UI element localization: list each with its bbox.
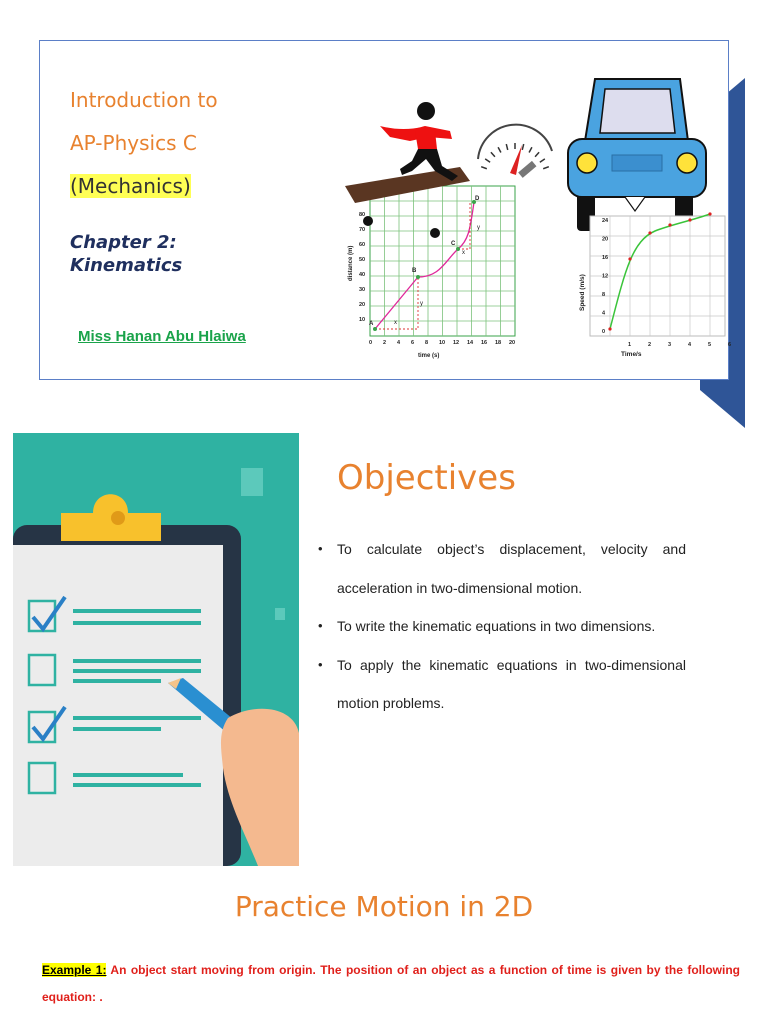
- checklist-illustration: [13, 433, 299, 866]
- distance-x-tick: 18: [495, 340, 502, 346]
- mechanics-highlight: (Mechanics): [70, 174, 191, 198]
- kinematics-illustration: [340, 71, 732, 371]
- distance-y-tick: 20: [359, 302, 366, 308]
- title-line-2: AP-Physics C: [70, 131, 197, 155]
- objective-item: • To write the kinematic equations in two dimensions.: [318, 607, 686, 646]
- distance-y-tick: 80: [359, 212, 366, 218]
- speed-time-graph: [579, 212, 731, 358]
- label-y-2: y: [477, 225, 480, 231]
- speed-y-tick: 0: [602, 329, 606, 335]
- speed-x-tick: 3: [668, 342, 672, 348]
- title-line-1: Introduction to: [70, 88, 218, 112]
- speed-x-tick: 1: [628, 342, 632, 348]
- speed-x-tick: 5: [708, 342, 712, 348]
- title-card: [39, 40, 732, 380]
- chapter-number: Chapter 2:: [70, 232, 177, 253]
- speed-xlabel: Time/s: [621, 351, 642, 358]
- label-x-1: x: [394, 320, 397, 326]
- distance-time-graph: [348, 186, 515, 359]
- distance-x-tick: 2: [383, 340, 387, 346]
- practice-title: Practice Motion in 2D: [234, 890, 534, 923]
- speed-y-tick: 20: [602, 236, 609, 243]
- distance-y-tick: 10: [359, 317, 366, 323]
- distance-x-tick: 8: [425, 340, 429, 346]
- objectives-title: Objectives: [337, 458, 516, 498]
- distance-y-tick: 70: [359, 227, 366, 233]
- distance-x-tick: 12: [453, 340, 460, 346]
- speed-y-tick: 4: [602, 310, 606, 317]
- distance-y-tick: 50: [359, 257, 366, 263]
- speed-x-tick: 2: [648, 342, 652, 348]
- label-x-2: x: [462, 250, 465, 256]
- distance-x-tick: 0: [369, 340, 373, 346]
- distance-x-tick: 20: [509, 340, 516, 346]
- example-1: [42, 957, 740, 1011]
- point-a: A: [369, 321, 374, 327]
- car-icon: [568, 79, 706, 231]
- speedometer-icon: [478, 125, 552, 178]
- point-b: B: [412, 268, 417, 274]
- speed-x-tick: 4: [688, 342, 692, 348]
- example-text: An object start moving from origin. The position of an object as a function of time is given by the following equation: .: [42, 963, 740, 1004]
- distance-y-tick: 30: [359, 287, 366, 293]
- distance-x-tick: 16: [481, 340, 488, 346]
- chapter-heading: [70, 231, 182, 277]
- distance-ylabel: distance (m): [348, 245, 354, 281]
- speed-y-tick: 24: [602, 218, 609, 224]
- speed-ylabel: Speed (m/s): [579, 274, 586, 311]
- title-line-3: [70, 174, 191, 198]
- objective-item: • To calculate object’s displacement, velocity and acceleration in two-dimensional motion.: [318, 530, 686, 607]
- example-label: Example 1:: [42, 963, 107, 977]
- speed-y-tick: 16: [602, 255, 609, 261]
- speed-x-tick: 6: [728, 342, 732, 348]
- label-y-1: y: [420, 301, 423, 307]
- speed-y-tick: 8: [602, 292, 606, 298]
- point-d: D: [475, 196, 480, 202]
- speed-y-tick: 12: [602, 273, 609, 280]
- distance-x-tick: 6: [411, 340, 415, 346]
- objectives-list: [318, 530, 686, 723]
- distance-y-tick: 40: [359, 272, 366, 278]
- distance-x-tick: 14: [467, 340, 474, 346]
- chapter-title: Kinematics: [70, 255, 183, 276]
- distance-x-tick: 10: [439, 340, 446, 346]
- point-c: C: [451, 241, 456, 247]
- objective-item: • To apply the kinematic equations in two-dimensional motion problems.: [318, 646, 686, 723]
- distance-xlabel: time (s): [418, 353, 440, 359]
- author-name: Miss Hanan Abu Hlaiwa: [78, 328, 246, 345]
- distance-x-tick: 4: [397, 340, 401, 346]
- distance-y-tick: 60: [359, 242, 366, 248]
